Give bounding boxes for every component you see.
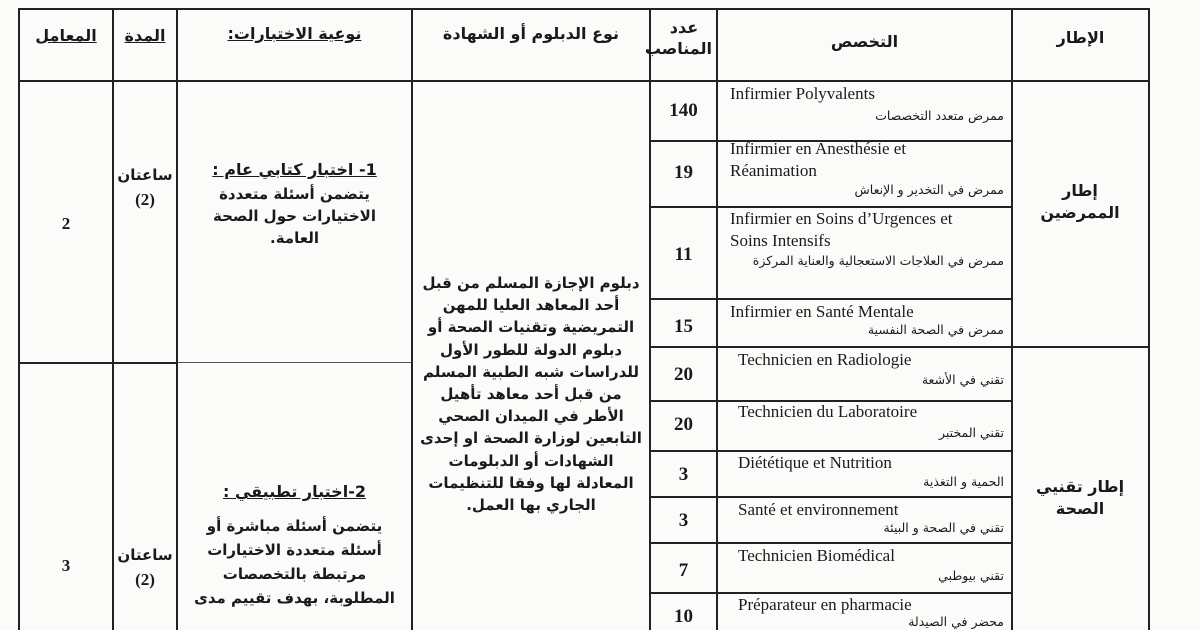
specialty-french: Infirmier en Soins d’Urgences et Soins Intensifs <box>730 209 953 251</box>
specialty-arabic: تقني المختبر <box>939 425 1004 440</box>
header-exam-type: نوعية الاختبارات: <box>227 24 362 43</box>
col-divider-1 <box>112 8 114 630</box>
row-divider-9 <box>650 592 1012 594</box>
written-exam-description: يتضمن أسئلة متعددة الاختيارات حول الصحة العامة. <box>213 185 376 247</box>
table-right-border <box>1148 8 1150 630</box>
header-specialty: التخصص <box>830 32 899 51</box>
specialty-arabic: تقني في الأشعة <box>921 372 1004 387</box>
posts-count: 3 <box>678 510 689 531</box>
specialty-arabic: ممرض في العلاجات الاستعجالية والعناية المركزة <box>752 253 1004 268</box>
specialty-french: Diététique et Nutrition <box>738 453 892 472</box>
header-duration: المدة <box>124 26 166 45</box>
posts-count: 10 <box>674 606 693 627</box>
duration-value: (2) <box>135 570 155 589</box>
col-divider-5 <box>716 8 718 630</box>
row-divider-3 <box>650 298 1012 300</box>
row-divider-8 <box>650 542 1012 544</box>
specialty-arabic: الحمية و التغذية <box>923 474 1004 489</box>
exam-divider <box>178 362 412 363</box>
table-top-border <box>18 8 1150 10</box>
specialty-french: Technicien du Laboratoire <box>738 402 918 421</box>
specialty-french: Préparateur en pharmacie <box>738 595 912 614</box>
frame-nurses: إطار الممرضين <box>1040 181 1120 222</box>
coef-duration-divider <box>18 362 178 364</box>
coefficient-value: 3 <box>61 556 71 575</box>
col-divider-3 <box>411 8 413 630</box>
row-divider-4 <box>650 346 1150 348</box>
diploma-requirements: دبلوم الإجازة المسلم من قبل أحد المعاهد العليا للمهن التمريضية وتقنيات الصحة أو دبلوم الدولة للطور الأول للدراسات شبه الطبية المسلم من قبل أحد معاهد تأهيل الأطر في الميدان الصحي التابعين لوزارة الصحة او إحدى الشهادات أو الدبلومات المعادلة لها وفقا للتنظيمات الجاري بها العمل. <box>420 274 642 514</box>
specialty-arabic: تقني في الصحة و البيئة <box>883 520 1004 535</box>
posts-count: 3 <box>678 464 689 485</box>
col-divider-2 <box>176 8 178 630</box>
coefficient-value: 2 <box>61 214 71 233</box>
header-frame: الإطار <box>1056 28 1105 47</box>
specialty-french: Infirmier en Anesthésie et Réanimation <box>730 139 907 181</box>
specialty-french: Infirmier en Santé Mentale <box>730 302 914 321</box>
specialty-french: Santé et environnement <box>738 500 899 519</box>
specialty-french: Technicien Biomédical <box>738 546 895 565</box>
specialty-french: Infirmier Polyvalents <box>730 84 875 103</box>
specialty-arabic: محضر في الصيدلة <box>908 614 1004 629</box>
table-left-border <box>18 8 20 630</box>
posts-count: 19 <box>674 162 693 183</box>
practical-exam-title: 2-اختبار تطبيقي : <box>223 482 366 501</box>
col-divider-6 <box>1011 8 1013 630</box>
header-coefficient: المعامل <box>35 26 97 45</box>
posts-count: 11 <box>674 244 693 265</box>
row-divider-7 <box>650 496 1012 498</box>
practical-exam-description: يتضمن أسئلة مباشرة أو أسئلة متعددة الاختيارات مرتبطة بالتخصصات المطلوبة، بهدف تقييم مدى <box>194 517 395 607</box>
row-divider-6 <box>650 450 1012 452</box>
posts-count: 140 <box>669 100 698 121</box>
specialty-arabic: ممرض في الصحة النفسية <box>867 322 1004 337</box>
frame-health-technicians: إطار تقنيي الصحة <box>1035 477 1125 518</box>
written-exam-title: 1- اختبار كتابي عام : <box>212 160 377 179</box>
posts-count: 15 <box>674 316 693 337</box>
specialty-french: Technicien en Radiologie <box>738 350 912 369</box>
duration-label: ساعتان <box>117 546 173 564</box>
specialty-arabic: ممرض متعدد التخصصات <box>875 108 1004 123</box>
posts-count: 20 <box>674 414 693 435</box>
duration-value: (2) <box>135 190 155 209</box>
duration-label: ساعتان <box>117 166 173 184</box>
header-posts: عدد المناصب <box>644 18 712 58</box>
header-diploma: نوع الدبلوم أو الشهادة <box>442 24 620 43</box>
specialty-arabic: تقني بيوطبي <box>938 568 1004 583</box>
header-bottom-border <box>18 80 1150 82</box>
specialty-arabic: ممرض في التخدير و الإنعاش <box>854 182 1004 197</box>
posts-count: 20 <box>674 364 693 385</box>
posts-count: 7 <box>678 560 689 581</box>
